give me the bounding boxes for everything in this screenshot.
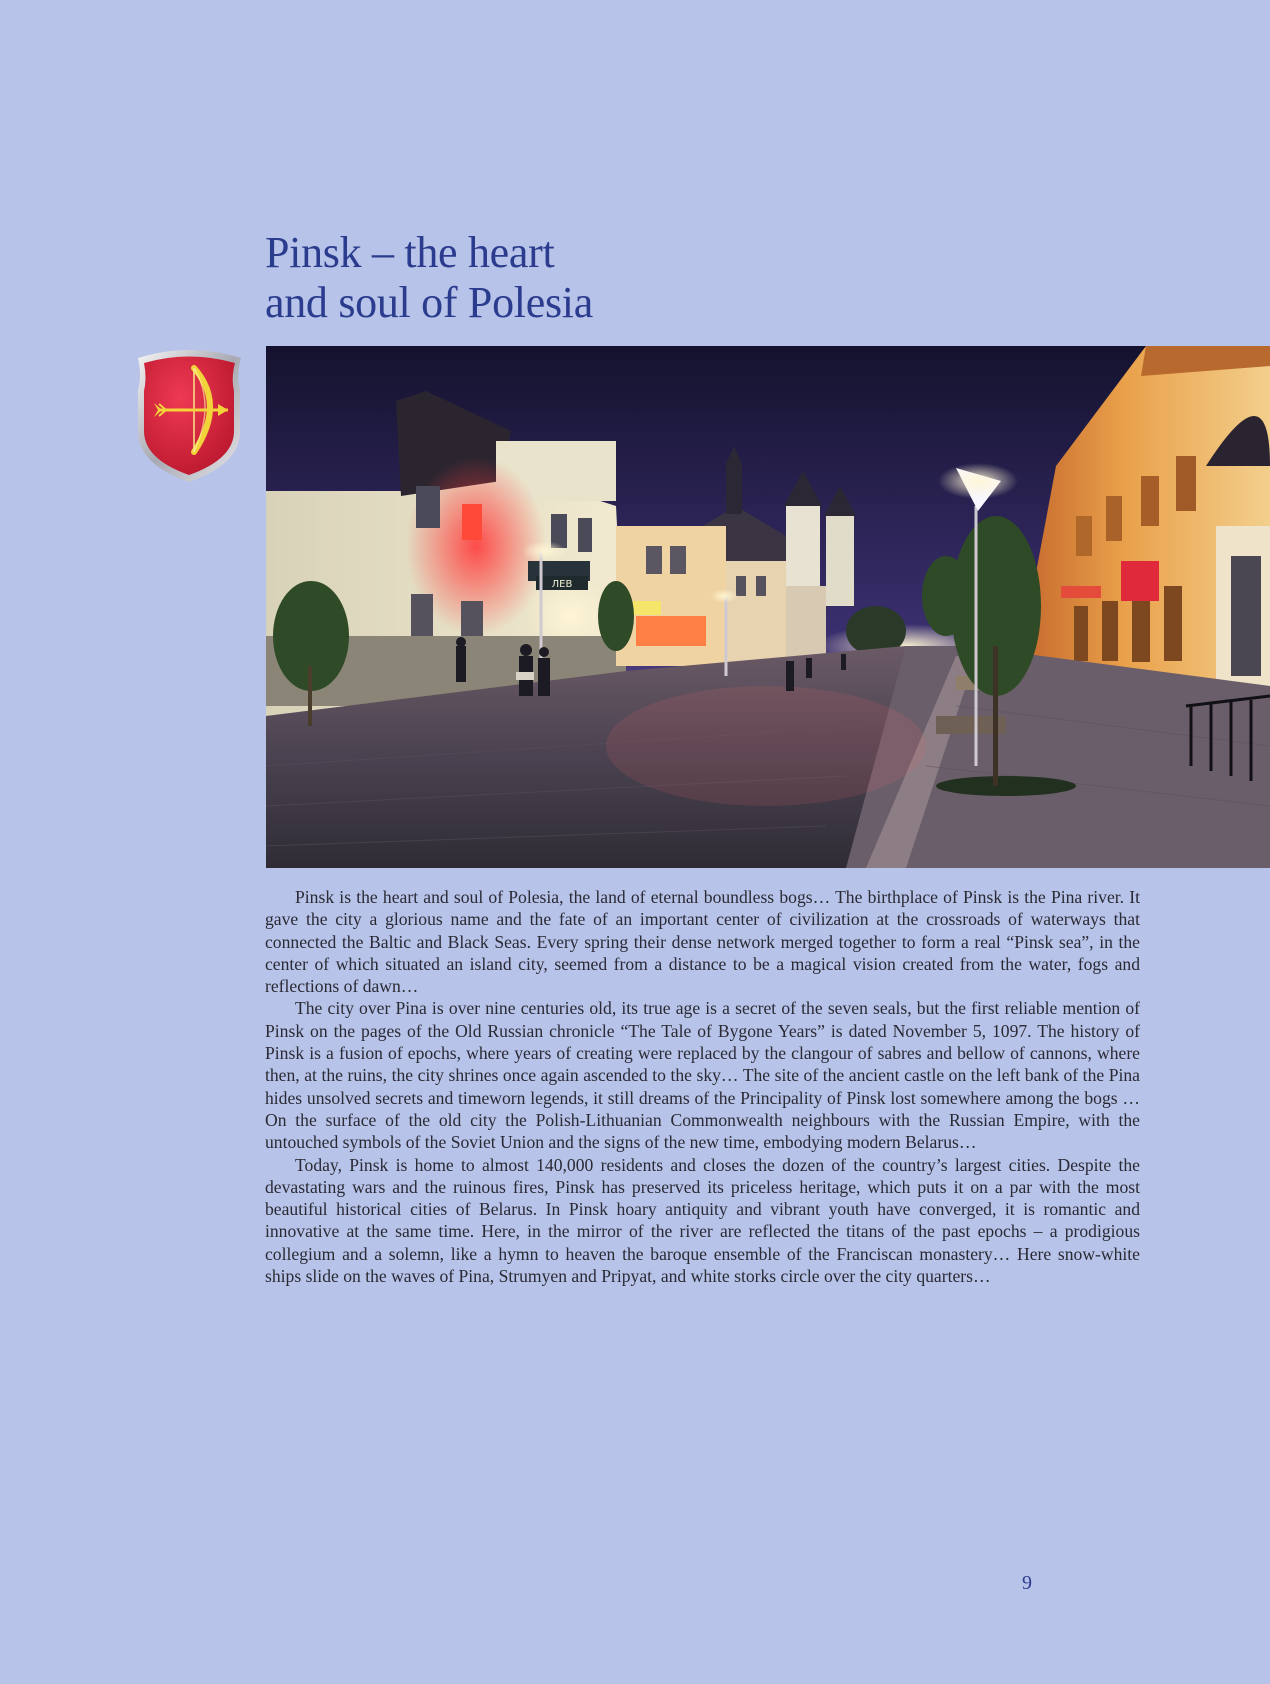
page-number: 9 [1022,1572,1032,1594]
paragraph-2: The city over Pina is over nine centuries old, its true age is a secret of the seven seals, but the first reliable mention of Pinsk on the pages of the Old Russian chronicle “The Tale of Bygone Years” is dated November 5, 1097. The history of Pinsk is a fusion of epochs, where years of creating were replaced by the clangour of sabres and bellow of cannons, where then, at the ruins, the city shrines once again ascended to the sky… The site of the ancient castle on the left bank of the Pina hides unsolved secrets and timeworn legends, it still dreams of the Principality of Pinsk lost somewhere among the bogs … On the surface of the old city the Polish-Lithuanian Commonwealth neighbours with the Russian Empire, with the untouched symbols of the Soviet Union and the signs of the new time, embodying modern Belarus… [265,998,1140,1153]
coat-of-arms-bow-icon [132,346,247,484]
shop-sign: ЛЕВ [551,579,573,590]
article-body [265,886,1140,1287]
pinsk-night-street-photo [266,346,1270,868]
paragraph-1: Pinsk is the heart and soul of Polesia, the land of eternal boundless bogs… The birthplace of Pinsk is the Pina river. It gave the city a glorious name and the fate of an important center of civilization at the crossroads of waterways that connected the Baltic and Black Seas. Every spring their dense network merged together to form a real “Pinsk sea”, in the center of which situated an island city, seemed from a distance to be a magical vision created from the water, fogs and reflections of dawn… [265,887,1140,997]
page-title-line-1: Pinsk – the heart [265,228,555,277]
pinsk-coat-of-arms [132,346,247,484]
paragraph-3: Today, Pinsk is home to almost 140,000 residents and closes the dozen of the country’s largest cities. Despite the devastating wars and the ruinous fires, Pinsk has preserved its priceless heritage, which puts it on a par with the most beautiful historical cities of Belarus. In Pinsk hoary antiquity and vibrant youth have converged, it is romantic and innovative at the same time. Here, in the mirror of the river are reflected the titans of the past epochs – a prodigious collegium and a solemn, like a hymn to heaven the baroque ensemble of the Franciscan monastery… Here snow-white ships slide on the waves of Pina, Strumyen and Pripyat, and white storks circle over the city quarters… [265,1154,1140,1287]
page-title-line-2: and soul of Polesia [265,278,593,327]
page-title [265,228,593,328]
